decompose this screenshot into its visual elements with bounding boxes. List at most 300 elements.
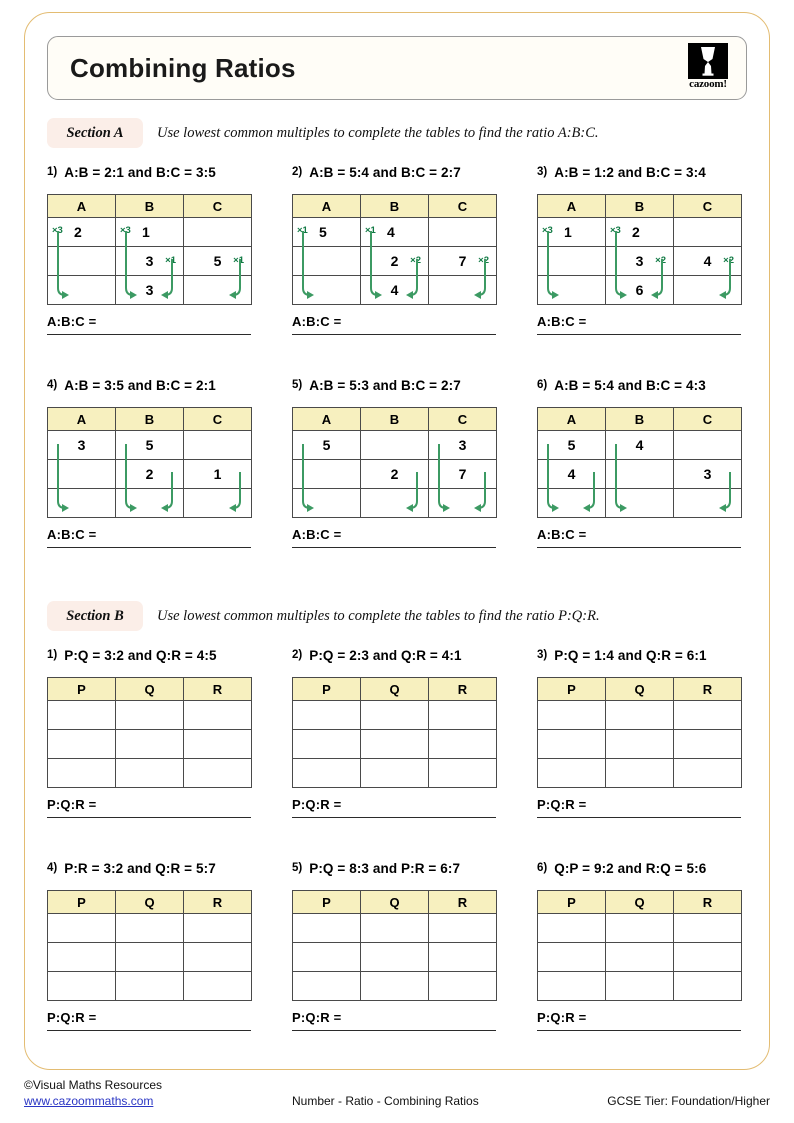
table-header-cell: Q — [361, 891, 429, 914]
question-prompt: Q:P = 9:2 and R:Q = 5:6 — [554, 861, 707, 876]
table-row — [293, 943, 497, 972]
table-cell[interactable] — [184, 489, 252, 518]
table-cell[interactable] — [184, 730, 252, 759]
table-header-cell: C — [674, 195, 742, 218]
table-cell[interactable] — [538, 701, 606, 730]
table-cell[interactable] — [606, 730, 674, 759]
table-cell[interactable] — [538, 460, 606, 489]
table-cell[interactable] — [674, 247, 742, 276]
table-cell[interactable] — [184, 431, 252, 460]
table-row — [293, 701, 497, 730]
question-heading — [292, 861, 524, 883]
table-cell-value: 5 — [319, 224, 327, 240]
section-badge-label: Section A — [66, 125, 124, 141]
table-header-cell: A — [293, 195, 361, 218]
table-cell-value — [48, 247, 115, 275]
table-row — [48, 914, 252, 943]
table-cell-value — [293, 489, 360, 517]
question-number: 3) — [537, 166, 548, 178]
table-cell-value — [361, 759, 428, 787]
answer-write-line[interactable] — [292, 334, 496, 335]
answer-write-line[interactable] — [47, 334, 251, 335]
table-cell[interactable] — [674, 218, 742, 247]
multiplier-label-right: ×2 — [655, 255, 666, 266]
table-cell[interactable] — [116, 943, 184, 972]
table-cell[interactable] — [429, 943, 497, 972]
table-cell[interactable] — [48, 701, 116, 730]
table-cell[interactable] — [116, 972, 184, 1001]
table-cell-value — [184, 943, 251, 971]
table-cell[interactable] — [48, 431, 116, 460]
question-prompt: P:Q = 3:2 and Q:R = 4:5 — [64, 648, 217, 663]
table-cell-value: 3 — [77, 437, 86, 453]
table-cell[interactable] — [538, 943, 606, 972]
table-cell-value — [361, 730, 428, 758]
ratio-table — [292, 407, 497, 518]
question-prompt: A:B = 5:3 and B:C = 2:7 — [309, 378, 461, 393]
table-cell-value — [184, 276, 251, 304]
question-block — [47, 165, 279, 335]
question-number: 2) — [292, 649, 303, 661]
table-header-cell: A — [48, 408, 116, 431]
table-header-cell: A — [538, 408, 606, 431]
table-row — [538, 914, 742, 943]
table-cell[interactable] — [293, 759, 361, 788]
table-cell-value: 3 — [145, 282, 154, 298]
multiplier-label-left: ×1 — [297, 225, 308, 236]
table-cell-value — [48, 943, 115, 971]
table-cell-value: 6 — [635, 282, 644, 298]
ratio-table — [537, 407, 742, 518]
answer-write-line[interactable] — [47, 817, 251, 818]
table-cell-value — [674, 276, 741, 304]
table-cell-value — [538, 972, 605, 1000]
table-header-cell: Q — [361, 678, 429, 701]
table-cell[interactable] — [361, 701, 429, 730]
table-cell[interactable] — [538, 218, 606, 247]
table-row — [538, 276, 742, 305]
table-cell-value — [48, 972, 115, 1000]
table-row — [538, 460, 742, 489]
table-cell-value — [606, 972, 673, 1000]
answer-write-line[interactable] — [292, 547, 496, 548]
table-cell[interactable] — [429, 431, 497, 460]
table-row — [538, 218, 742, 247]
table-row — [293, 730, 497, 759]
table-cell[interactable] — [48, 247, 116, 276]
table-cell[interactable] — [293, 489, 361, 518]
table-cell[interactable] — [293, 460, 361, 489]
table-cell-value — [538, 247, 605, 275]
table-row — [48, 701, 252, 730]
table-cell[interactable] — [538, 276, 606, 305]
ratio-table — [47, 194, 252, 305]
table-cell[interactable] — [184, 460, 252, 489]
table-cell[interactable] — [361, 247, 429, 276]
table-cell-value — [48, 759, 115, 787]
table-cell[interactable] — [116, 730, 184, 759]
question-block — [47, 378, 279, 548]
question-prompt: A:B = 5:4 and B:C = 2:7 — [309, 165, 461, 180]
table-header-cell: R — [184, 678, 252, 701]
footer-topic: Number - Ratio - Combining Ratios — [292, 1094, 479, 1108]
table-cell[interactable] — [116, 218, 184, 247]
section-instruction: Use lowest common multiples to complete the tables to find the ratio P:Q:R. — [157, 608, 600, 624]
table-cell[interactable] — [293, 701, 361, 730]
table-cell[interactable] — [674, 489, 742, 518]
table-cell[interactable] — [429, 489, 497, 518]
table-cell[interactable] — [538, 972, 606, 1001]
cazoom-logo — [680, 43, 736, 95]
answer-write-line[interactable] — [537, 817, 741, 818]
table-row — [293, 914, 497, 943]
table-cell[interactable] — [116, 460, 184, 489]
table-cell-value: 5 — [145, 437, 154, 453]
table-cell-value — [674, 431, 741, 459]
table-cell[interactable] — [293, 247, 361, 276]
table-cell[interactable] — [606, 218, 674, 247]
question-block — [292, 648, 524, 818]
table-row — [48, 431, 252, 460]
table-cell-value: 4 — [390, 282, 399, 298]
table-cell-value — [116, 489, 183, 517]
multiplier-label-right: ×2 — [478, 255, 489, 266]
table-cell[interactable] — [116, 247, 184, 276]
table-cell-value: 7 — [458, 466, 467, 482]
table-cell[interactable] — [606, 759, 674, 788]
table-cell[interactable] — [48, 218, 116, 247]
table-cell[interactable] — [361, 914, 429, 943]
table-cell[interactable] — [361, 460, 429, 489]
table-cell[interactable] — [361, 730, 429, 759]
table-cell-value — [538, 759, 605, 787]
table-header-cell: P — [293, 678, 361, 701]
question-prompt: A:B = 2:1 and B:C = 3:5 — [64, 165, 216, 180]
ratio-table — [47, 677, 252, 788]
table-row — [48, 218, 252, 247]
table-cell-value — [116, 730, 183, 758]
table-cell[interactable] — [606, 460, 674, 489]
ratio-table — [292, 194, 497, 305]
table-cell-value — [184, 730, 251, 758]
table-cell[interactable] — [293, 943, 361, 972]
table-row — [538, 247, 742, 276]
table-cell-value — [674, 218, 741, 246]
table-header-cell: C — [674, 408, 742, 431]
table-header-cell: C — [184, 408, 252, 431]
table-cell[interactable] — [538, 759, 606, 788]
table-header-cell: P — [538, 678, 606, 701]
table-header-cell: B — [606, 195, 674, 218]
table-cell-value — [184, 972, 251, 1000]
table-cell-value — [293, 972, 360, 1000]
table-cell-value: 5 — [213, 253, 222, 269]
question-number: 2) — [292, 166, 303, 178]
table-cell[interactable] — [361, 943, 429, 972]
table-row — [293, 759, 497, 788]
table-cell-value — [184, 431, 251, 459]
table-cell[interactable] — [361, 759, 429, 788]
table-cell-value: 3 — [703, 466, 712, 482]
table-cell[interactable] — [674, 943, 742, 972]
table-cell[interactable] — [429, 460, 497, 489]
table-header-cell: Q — [606, 678, 674, 701]
table-header-cell: R — [674, 678, 742, 701]
table-cell-value — [116, 943, 183, 971]
answer-label: P:Q:R = — [292, 797, 342, 812]
table-cell[interactable] — [429, 276, 497, 305]
question-heading — [537, 378, 769, 400]
table-cell[interactable] — [116, 759, 184, 788]
table-cell[interactable] — [429, 218, 497, 247]
question-block — [292, 378, 524, 548]
answer-write-line[interactable] — [47, 1030, 251, 1031]
table-cell[interactable] — [429, 730, 497, 759]
table-cell[interactable] — [429, 972, 497, 1001]
table-cell-value — [606, 914, 673, 942]
ratio-table — [537, 677, 742, 788]
table-cell[interactable] — [48, 276, 116, 305]
table-row — [48, 489, 252, 518]
multiplier-label-left: ×3 — [120, 225, 131, 236]
answer-write-line[interactable] — [537, 334, 741, 335]
answer-write-line[interactable] — [292, 1030, 496, 1031]
table-cell-value — [361, 943, 428, 971]
table-cell[interactable] — [116, 701, 184, 730]
table-row — [538, 730, 742, 759]
table-cell[interactable] — [184, 218, 252, 247]
table-cell-value — [293, 247, 360, 275]
table-cell[interactable] — [48, 914, 116, 943]
table-cell[interactable] — [606, 247, 674, 276]
table-cell-value: 2 — [74, 224, 82, 240]
question-heading — [292, 165, 524, 187]
table-cell[interactable] — [48, 972, 116, 1001]
table-header-cell: C — [184, 195, 252, 218]
table-cell[interactable] — [361, 489, 429, 518]
question-prompt: P:Q = 2:3 and Q:R = 4:1 — [309, 648, 462, 663]
section-badge — [47, 118, 143, 148]
question-prompt: A:B = 3:5 and B:C = 2:1 — [64, 378, 216, 393]
table-cell[interactable] — [361, 972, 429, 1001]
question-number: 5) — [292, 862, 303, 874]
table-row — [48, 276, 252, 305]
table-cell[interactable] — [48, 489, 116, 518]
answer-label: A:B:C = — [292, 527, 342, 542]
table-cell[interactable] — [184, 943, 252, 972]
table-cell[interactable] — [48, 759, 116, 788]
table-cell[interactable] — [674, 759, 742, 788]
table-cell[interactable] — [293, 276, 361, 305]
table-cell-value: 2 — [390, 253, 399, 269]
question-heading — [47, 165, 279, 187]
table-cell[interactable] — [184, 972, 252, 1001]
ratio-table — [537, 194, 742, 305]
footer-website-link[interactable]: www.cazoommaths.com — [24, 1094, 154, 1108]
table-cell-value — [293, 460, 360, 488]
table-cell[interactable] — [184, 914, 252, 943]
table-cell[interactable] — [116, 489, 184, 518]
table-cell[interactable] — [674, 701, 742, 730]
table-cell[interactable] — [674, 972, 742, 1001]
section-instruction: Use lowest common multiples to complete the tables to find the ratio A:B:C. — [157, 125, 599, 141]
table-cell-value — [674, 943, 741, 971]
table-cell-value — [429, 914, 496, 942]
table-cell[interactable] — [293, 730, 361, 759]
table-cell[interactable] — [184, 701, 252, 730]
table-cell[interactable] — [674, 431, 742, 460]
table-cell-value — [674, 914, 741, 942]
table-cell-value: 1 — [142, 224, 150, 240]
table-cell-value — [538, 730, 605, 758]
question-block — [537, 648, 769, 818]
table-header-cell: R — [429, 891, 497, 914]
table-cell[interactable] — [429, 247, 497, 276]
table-cell-value — [361, 431, 428, 459]
table-header-cell: C — [429, 195, 497, 218]
table-cell[interactable] — [538, 247, 606, 276]
logo-wordmark: cazoom! — [689, 78, 727, 90]
table-cell-value — [116, 701, 183, 729]
table-cell[interactable] — [361, 431, 429, 460]
answer-label: P:Q:R = — [47, 797, 97, 812]
table-cell-value: 5 — [567, 437, 576, 453]
table-cell-value — [606, 489, 673, 517]
table-cell-value — [606, 730, 673, 758]
table-cell[interactable] — [116, 276, 184, 305]
footer-copyright: ©Visual Maths Resources — [24, 1078, 163, 1092]
answer-label: P:Q:R = — [292, 1010, 342, 1025]
table-cell-value — [674, 972, 741, 1000]
table-cell-value — [184, 701, 251, 729]
table-row — [538, 701, 742, 730]
table-cell-value — [606, 759, 673, 787]
table-cell-value — [606, 943, 673, 971]
table-cell[interactable] — [48, 730, 116, 759]
question-number: 6) — [537, 379, 548, 391]
table-cell[interactable] — [429, 914, 497, 943]
table-cell[interactable] — [674, 730, 742, 759]
table-cell-value: 3 — [145, 253, 154, 269]
table-cell[interactable] — [674, 460, 742, 489]
hourglass-icon — [688, 43, 728, 79]
table-cell-value: 3 — [635, 253, 644, 269]
question-heading — [537, 648, 769, 670]
table-header-cell: C — [429, 408, 497, 431]
answer-label: A:B:C = — [47, 314, 97, 329]
table-cell-value: 4 — [635, 437, 644, 453]
ratio-table — [292, 890, 497, 1001]
multiplier-label-right: ×1 — [233, 255, 244, 266]
table-cell[interactable] — [184, 247, 252, 276]
table-cell-value: 2 — [145, 466, 154, 482]
table-cell[interactable] — [48, 460, 116, 489]
table-cell-value — [48, 730, 115, 758]
question-prompt: P:Q = 8:3 and P:R = 6:7 — [309, 861, 461, 876]
table-cell-value: 4 — [387, 224, 395, 240]
table-cell[interactable] — [606, 914, 674, 943]
table-cell-value — [674, 701, 741, 729]
table-cell[interactable] — [538, 431, 606, 460]
multiplier-label-left: ×3 — [542, 225, 553, 236]
answer-write-line[interactable] — [537, 1030, 741, 1031]
table-cell[interactable] — [361, 276, 429, 305]
table-cell[interactable] — [606, 431, 674, 460]
table-cell-value — [48, 914, 115, 942]
question-heading — [47, 378, 279, 400]
answer-write-line[interactable] — [47, 547, 251, 548]
page-footer — [24, 1078, 770, 1118]
table-cell-value: 3 — [458, 437, 467, 453]
table-header-cell: P — [48, 678, 116, 701]
table-row — [293, 972, 497, 1001]
table-cell-value — [429, 276, 496, 304]
table-cell[interactable] — [293, 914, 361, 943]
question-heading — [292, 378, 524, 400]
table-cell[interactable] — [48, 943, 116, 972]
table-row — [293, 460, 497, 489]
answer-write-line[interactable] — [537, 547, 741, 548]
table-row — [293, 276, 497, 305]
table-cell[interactable] — [606, 943, 674, 972]
table-cell[interactable] — [293, 972, 361, 1001]
answer-write-line[interactable] — [292, 817, 496, 818]
section-badge — [47, 601, 143, 631]
table-cell[interactable] — [116, 431, 184, 460]
table-cell-value — [674, 759, 741, 787]
question-prompt: A:B = 1:2 and B:C = 3:4 — [554, 165, 706, 180]
table-cell[interactable] — [606, 972, 674, 1001]
table-cell[interactable] — [293, 431, 361, 460]
table-cell[interactable] — [184, 759, 252, 788]
table-cell[interactable] — [538, 489, 606, 518]
table-cell[interactable] — [293, 218, 361, 247]
table-cell-value — [361, 701, 428, 729]
table-cell[interactable] — [116, 914, 184, 943]
table-cell[interactable] — [361, 218, 429, 247]
table-cell-value — [293, 943, 360, 971]
table-cell[interactable] — [538, 914, 606, 943]
table-header-cell: P — [293, 891, 361, 914]
table-cell[interactable] — [538, 730, 606, 759]
table-cell[interactable] — [184, 276, 252, 305]
table-cell-value — [48, 276, 115, 304]
table-cell-value — [606, 460, 673, 488]
table-cell[interactable] — [429, 759, 497, 788]
table-cell[interactable] — [606, 701, 674, 730]
table-cell-value: 2 — [632, 224, 640, 240]
table-cell-value — [429, 943, 496, 971]
table-cell[interactable] — [606, 489, 674, 518]
multiplier-label-right: ×2 — [410, 255, 421, 266]
table-cell-value — [184, 218, 251, 246]
table-cell[interactable] — [606, 276, 674, 305]
table-row — [293, 431, 497, 460]
ratio-table — [292, 677, 497, 788]
question-block — [292, 861, 524, 1031]
table-cell-value — [361, 972, 428, 1000]
table-cell-value — [293, 701, 360, 729]
footer-tier: GCSE Tier: Foundation/Higher — [607, 1094, 770, 1108]
table-row — [48, 730, 252, 759]
table-cell-value — [538, 276, 605, 304]
table-cell[interactable] — [674, 914, 742, 943]
table-cell[interactable] — [674, 276, 742, 305]
multiplier-label-left: ×3 — [610, 225, 621, 236]
table-cell-value: 4 — [703, 253, 712, 269]
table-header-cell: R — [429, 678, 497, 701]
table-cell[interactable] — [429, 701, 497, 730]
